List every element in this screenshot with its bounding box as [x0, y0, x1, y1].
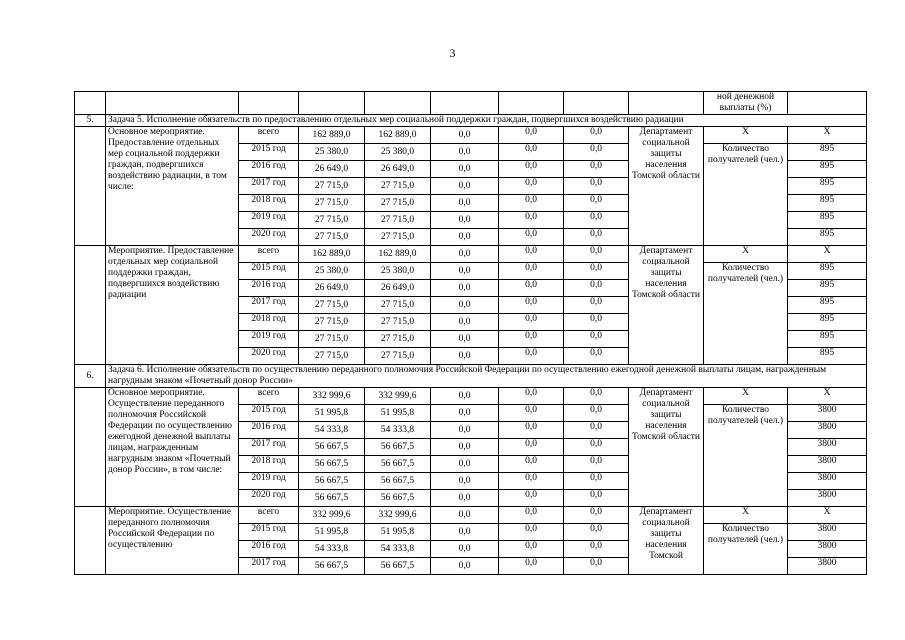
- measure-name: Основное мероприятие. Осуществление переданного полномочия Российской Федерации по осуществлению ежегодной денежной выплаты лицам, награжденным нагрудным знаком «Почетный донор России», в том числе:: [106, 388, 239, 507]
- federal-cell: 51 995,8: [365, 524, 431, 541]
- federal-cell: 26 649,0: [365, 280, 431, 297]
- regional-cell: 0,0: [431, 314, 499, 331]
- value-cell: 895: [788, 212, 867, 229]
- other-cell: 0,0: [564, 456, 629, 473]
- value-cell: Х: [788, 127, 867, 144]
- federal-cell: 27 715,0: [365, 297, 431, 314]
- other-cell: 0,0: [564, 314, 629, 331]
- federal-cell: 54 333,8: [365, 541, 431, 558]
- total-cell: 332 999,6: [299, 507, 365, 524]
- year-cell: 2020 год: [239, 490, 299, 507]
- year-cell: 2020 год: [239, 348, 299, 365]
- regional-cell: 0,0: [431, 331, 499, 348]
- task-number: 5.: [75, 115, 106, 127]
- measure-name: Мероприятие. Предоставление отдельных мер социальной поддержки граждан, подвергшихся воздействию радиации: [106, 246, 239, 365]
- total-cell: 162 889,0: [299, 127, 365, 144]
- year-cell: всего: [239, 507, 299, 524]
- value-cell: 3800: [788, 439, 867, 456]
- total-cell: 56 667,5: [299, 490, 365, 507]
- other-cell: 0,0: [564, 127, 629, 144]
- local-cell: 0,0: [499, 314, 564, 331]
- value-cell: Х: [788, 507, 867, 524]
- regional-cell: 0,0: [431, 297, 499, 314]
- regional-cell: 0,0: [431, 422, 499, 439]
- regional-cell: 0,0: [431, 507, 499, 524]
- regional-cell: 0,0: [431, 456, 499, 473]
- value-cell: 895: [788, 263, 867, 280]
- year-cell: 2015 год: [239, 524, 299, 541]
- other-cell: 0,0: [564, 212, 629, 229]
- local-cell: 0,0: [499, 280, 564, 297]
- task-title: Задача 6. Исполнение обязательств по осуществлению переданного полномочия Российской Федерации по осуществлению ежегодной денежной выплаты лицам, награжденным нагрудным знаком «Почетный донор России»: [106, 365, 867, 388]
- federal-cell: 25 380,0: [365, 144, 431, 161]
- value-cell: 3800: [788, 422, 867, 439]
- value-cell: 3800: [788, 541, 867, 558]
- table-row: [75, 246, 867, 263]
- year-cell: 2015 год: [239, 263, 299, 280]
- year-cell: 2019 год: [239, 212, 299, 229]
- federal-cell: 56 667,5: [365, 473, 431, 490]
- regional-cell: 0,0: [431, 127, 499, 144]
- local-cell: 0,0: [499, 161, 564, 178]
- year-cell: 2019 год: [239, 473, 299, 490]
- total-cell: 27 715,0: [299, 348, 365, 365]
- regional-cell: 0,0: [431, 439, 499, 456]
- total-cell: 27 715,0: [299, 314, 365, 331]
- value-cell: 3800: [788, 405, 867, 422]
- value-cell: 3800: [788, 558, 867, 575]
- year-cell: 2018 год: [239, 456, 299, 473]
- table-row: [75, 127, 867, 144]
- total-cell: 56 667,5: [299, 558, 365, 575]
- federal-cell: 27 715,0: [365, 331, 431, 348]
- other-cell: 0,0: [564, 229, 629, 246]
- federal-cell: 27 715,0: [365, 178, 431, 195]
- other-cell: 0,0: [564, 473, 629, 490]
- total-cell: 27 715,0: [299, 331, 365, 348]
- total-cell: 27 715,0: [299, 212, 365, 229]
- table-row: [75, 388, 867, 405]
- total-cell: 56 667,5: [299, 473, 365, 490]
- table-cell: [106, 92, 239, 115]
- table-cell: [75, 92, 106, 115]
- other-cell: 0,0: [564, 263, 629, 280]
- total-cell: 162 889,0: [299, 246, 365, 263]
- other-cell: 0,0: [564, 280, 629, 297]
- federal-cell: 162 889,0: [365, 246, 431, 263]
- regional-cell: 0,0: [431, 541, 499, 558]
- other-cell: 0,0: [564, 541, 629, 558]
- year-cell: 2017 год: [239, 297, 299, 314]
- table-cell: [365, 92, 431, 115]
- value-cell: 895: [788, 280, 867, 297]
- year-cell: 2019 год: [239, 331, 299, 348]
- value-cell: 3800: [788, 473, 867, 490]
- year-cell: 2016 год: [239, 161, 299, 178]
- num-blank-cell: [75, 507, 106, 575]
- local-cell: 0,0: [499, 422, 564, 439]
- regional-cell: 0,0: [431, 388, 499, 405]
- year-cell: 2018 год: [239, 314, 299, 331]
- other-cell: 0,0: [564, 246, 629, 263]
- other-cell: 0,0: [564, 558, 629, 575]
- value-cell: 3800: [788, 524, 867, 541]
- year-cell: 2017 год: [239, 558, 299, 575]
- executor-cell: Департамент социальной защиты населения Томской: [629, 507, 704, 575]
- regional-cell: 0,0: [431, 195, 499, 212]
- year-cell: всего: [239, 246, 299, 263]
- total-cell: 56 667,5: [299, 456, 365, 473]
- local-cell: 0,0: [499, 473, 564, 490]
- total-cell: 26 649,0: [299, 280, 365, 297]
- federal-cell: 26 649,0: [365, 161, 431, 178]
- other-cell: 0,0: [564, 490, 629, 507]
- regional-cell: 0,0: [431, 280, 499, 297]
- value-cell: 3800: [788, 490, 867, 507]
- total-cell: 27 715,0: [299, 229, 365, 246]
- executor-cell: Департамент социальной защиты населения Томской области: [629, 388, 704, 507]
- local-cell: 0,0: [499, 439, 564, 456]
- table-cell: [499, 92, 564, 115]
- value-cell: 895: [788, 348, 867, 365]
- other-cell: 0,0: [564, 178, 629, 195]
- year-cell: 2016 год: [239, 422, 299, 439]
- value-cell: 895: [788, 195, 867, 212]
- regional-cell: 0,0: [431, 263, 499, 280]
- other-cell: 0,0: [564, 422, 629, 439]
- total-cell: 27 715,0: [299, 195, 365, 212]
- regional-cell: 0,0: [431, 144, 499, 161]
- federal-cell: 56 667,5: [365, 456, 431, 473]
- regional-cell: 0,0: [431, 473, 499, 490]
- local-cell: 0,0: [499, 456, 564, 473]
- executor-cell: Департамент социальной защиты населения Томской области: [629, 246, 704, 365]
- regional-cell: 0,0: [431, 212, 499, 229]
- year-cell: 2018 год: [239, 195, 299, 212]
- regional-cell: 0,0: [431, 161, 499, 178]
- federal-cell: 51 995,8: [365, 405, 431, 422]
- value-cell: 895: [788, 297, 867, 314]
- total-cell: 25 380,0: [299, 144, 365, 161]
- num-blank-cell: [75, 246, 106, 365]
- local-cell: 0,0: [499, 541, 564, 558]
- federal-cell: 54 333,8: [365, 422, 431, 439]
- other-cell: 0,0: [564, 405, 629, 422]
- other-cell: 0,0: [564, 507, 629, 524]
- other-cell: 0,0: [564, 331, 629, 348]
- local-cell: 0,0: [499, 178, 564, 195]
- regional-cell: 0,0: [431, 348, 499, 365]
- table-row: [75, 507, 867, 524]
- measure-name: Мероприятие. Осуществление переданного полномочия Российской Федерации по осуществлению: [106, 507, 239, 575]
- federal-cell: 27 715,0: [365, 348, 431, 365]
- indicator-cell: Х: [704, 388, 788, 405]
- page-number: 3: [449, 46, 456, 60]
- indicator-cell: Х: [704, 246, 788, 263]
- federal-cell: 27 715,0: [365, 195, 431, 212]
- table-cell: [564, 92, 629, 115]
- local-cell: 0,0: [499, 524, 564, 541]
- value-cell: Х: [788, 388, 867, 405]
- table-cell: [239, 92, 299, 115]
- total-cell: 332 999,6: [299, 388, 365, 405]
- total-cell: 26 649,0: [299, 161, 365, 178]
- federal-cell: 162 889,0: [365, 127, 431, 144]
- regional-cell: 0,0: [431, 524, 499, 541]
- value-cell: 895: [788, 178, 867, 195]
- regional-cell: 0,0: [431, 229, 499, 246]
- value-cell: 895: [788, 144, 867, 161]
- federal-cell: 56 667,5: [365, 558, 431, 575]
- indicator-name-cell: Количество получателей (чел.): [704, 524, 788, 575]
- federal-cell: 332 999,6: [365, 388, 431, 405]
- federal-cell: 56 667,5: [365, 490, 431, 507]
- federal-cell: 56 667,5: [365, 439, 431, 456]
- local-cell: 0,0: [499, 331, 564, 348]
- local-cell: 0,0: [499, 127, 564, 144]
- federal-cell: 25 380,0: [365, 263, 431, 280]
- task-number: 6.: [75, 365, 106, 388]
- year-cell: 2017 год: [239, 439, 299, 456]
- other-cell: 0,0: [564, 161, 629, 178]
- table-cell: [299, 92, 365, 115]
- total-cell: 56 667,5: [299, 439, 365, 456]
- table-cell: [431, 92, 499, 115]
- year-cell: 2020 год: [239, 229, 299, 246]
- other-cell: 0,0: [564, 439, 629, 456]
- total-cell: 25 380,0: [299, 263, 365, 280]
- year-cell: 2016 год: [239, 280, 299, 297]
- local-cell: 0,0: [499, 490, 564, 507]
- value-cell: 895: [788, 314, 867, 331]
- local-cell: 0,0: [499, 212, 564, 229]
- local-cell: 0,0: [499, 246, 564, 263]
- value-cell: 895: [788, 229, 867, 246]
- local-cell: 0,0: [499, 263, 564, 280]
- local-cell: 0,0: [499, 507, 564, 524]
- total-cell: 54 333,8: [299, 422, 365, 439]
- task-title: Задача 5. Исполнение обязательств по предоставлению отдельных мер социальной поддержки граждан, подвергшихся воздействию радиации: [106, 115, 867, 127]
- value-cell: 895: [788, 331, 867, 348]
- local-cell: 0,0: [499, 297, 564, 314]
- other-cell: 0,0: [564, 297, 629, 314]
- indicator-cell: Х: [704, 127, 788, 144]
- num-blank-cell: [75, 388, 106, 507]
- program-table: [74, 91, 867, 575]
- value-cell: Х: [788, 246, 867, 263]
- total-cell: 54 333,8: [299, 541, 365, 558]
- regional-cell: 0,0: [431, 178, 499, 195]
- local-cell: 0,0: [499, 558, 564, 575]
- indicator-name-cell: Количество получателей (чел.): [704, 263, 788, 365]
- value-cell: 3800: [788, 456, 867, 473]
- local-cell: 0,0: [499, 348, 564, 365]
- regional-cell: 0,0: [431, 246, 499, 263]
- year-cell: 2015 год: [239, 405, 299, 422]
- federal-cell: 27 715,0: [365, 212, 431, 229]
- other-cell: 0,0: [564, 195, 629, 212]
- num-blank-cell: [75, 127, 106, 246]
- measure-name: Основное мероприятие. Предоставление отдельных мер социальной поддержки граждан, подвергшихся воздействию радиации, в том числе:: [106, 127, 239, 246]
- local-cell: 0,0: [499, 388, 564, 405]
- table-row: [75, 92, 867, 115]
- regional-cell: 0,0: [431, 490, 499, 507]
- other-cell: 0,0: [564, 144, 629, 161]
- other-cell: 0,0: [564, 388, 629, 405]
- year-cell: 2016 год: [239, 541, 299, 558]
- table-cell: [629, 92, 704, 115]
- other-cell: 0,0: [564, 524, 629, 541]
- other-cell: 0,0: [564, 348, 629, 365]
- table-cell: [788, 92, 867, 115]
- regional-cell: 0,0: [431, 558, 499, 575]
- total-cell: 51 995,8: [299, 524, 365, 541]
- indicator-name-cell: Количество получателей (чел.): [704, 144, 788, 246]
- federal-cell: 27 715,0: [365, 229, 431, 246]
- total-cell: 51 995,8: [299, 405, 365, 422]
- local-cell: 0,0: [499, 405, 564, 422]
- local-cell: 0,0: [499, 195, 564, 212]
- total-cell: 27 715,0: [299, 178, 365, 195]
- regional-cell: 0,0: [431, 405, 499, 422]
- task-row: [75, 365, 867, 388]
- task-row: [75, 115, 867, 127]
- federal-cell: 332 999,6: [365, 507, 431, 524]
- indicator-header-cell: ной денежной выплаты (%): [704, 92, 788, 115]
- federal-cell: 27 715,0: [365, 314, 431, 331]
- value-cell: 895: [788, 161, 867, 178]
- year-cell: 2015 год: [239, 144, 299, 161]
- year-cell: 2017 год: [239, 178, 299, 195]
- local-cell: 0,0: [499, 144, 564, 161]
- total-cell: 27 715,0: [299, 297, 365, 314]
- year-cell: всего: [239, 388, 299, 405]
- indicator-cell: Х: [704, 507, 788, 524]
- local-cell: 0,0: [499, 229, 564, 246]
- indicator-name-cell: Количество получателей (чел.): [704, 405, 788, 507]
- year-cell: всего: [239, 127, 299, 144]
- executor-cell: Департамент социальной защиты населения Томской области: [629, 127, 704, 246]
